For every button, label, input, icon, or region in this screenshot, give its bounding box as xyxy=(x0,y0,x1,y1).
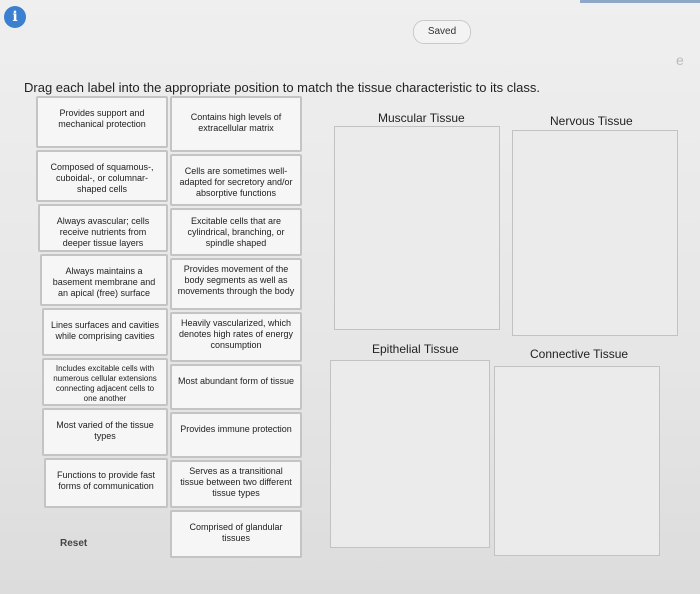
drop-zone-nervous[interactable] xyxy=(512,130,678,336)
label-tile[interactable]: Includes excitable cells with numerous cellular extensions connecting adjacent cells to one another xyxy=(42,358,168,406)
label-tile[interactable]: Contains high levels of extracellular matrix xyxy=(170,96,302,152)
label-tile[interactable]: Lines surfaces and cavities while comprising cavities xyxy=(42,308,168,356)
saved-status-badge: Saved xyxy=(413,20,471,44)
info-icon[interactable]: i xyxy=(4,6,26,28)
label-tile[interactable]: Serves as a transitional tissue between two different tissue types xyxy=(170,460,302,508)
label-tile[interactable]: Cells are sometimes well-adapted for secretory and/or absorptive functions xyxy=(170,154,302,206)
zone-title-nervous: Nervous Tissue xyxy=(550,114,633,128)
drop-zone-muscular[interactable] xyxy=(334,126,500,330)
zone-title-connective: Connective Tissue xyxy=(530,347,629,361)
top-progress-line xyxy=(580,0,700,3)
zone-title-epithelial: Epithelial Tissue xyxy=(372,342,459,356)
zone-title-muscular: Muscular Tissue xyxy=(378,111,465,125)
edge-letter: e xyxy=(676,52,684,68)
drop-zone-epithelial[interactable] xyxy=(330,360,490,548)
label-tile[interactable]: Always maintains a basement membrane and an apical (free) surface xyxy=(40,254,168,306)
label-tile[interactable]: Provides support and mechanical protection xyxy=(36,96,168,148)
drop-zone-connective[interactable] xyxy=(494,366,660,556)
label-tile[interactable]: Most abundant form of tissue xyxy=(170,364,302,410)
label-tile[interactable]: Excitable cells that are cylindrical, branching, or spindle shaped xyxy=(170,208,302,256)
label-tile[interactable]: Most varied of the tissue types xyxy=(42,408,168,456)
instruction-text: Drag each label into the appropriate position to match the tissue characteristic to its class. xyxy=(24,80,540,95)
label-tile[interactable]: Provides immune protection xyxy=(170,412,302,458)
label-tile[interactable]: Provides movement of the body segments as well as movements through the body xyxy=(170,258,302,310)
reset-button[interactable]: Reset xyxy=(60,538,88,549)
label-tile[interactable]: Heavily vascularized, which denotes high rates of energy consumption xyxy=(170,312,302,362)
label-tile[interactable]: Functions to provide fast forms of communication xyxy=(44,458,168,508)
label-tile[interactable]: Composed of squamous-, cuboidal-, or columnar-shaped cells xyxy=(36,150,168,202)
label-tile[interactable]: Comprised of glandular tissues xyxy=(170,510,302,558)
label-tile[interactable]: Always avascular; cells receive nutrients from deeper tissue layers xyxy=(38,204,168,252)
